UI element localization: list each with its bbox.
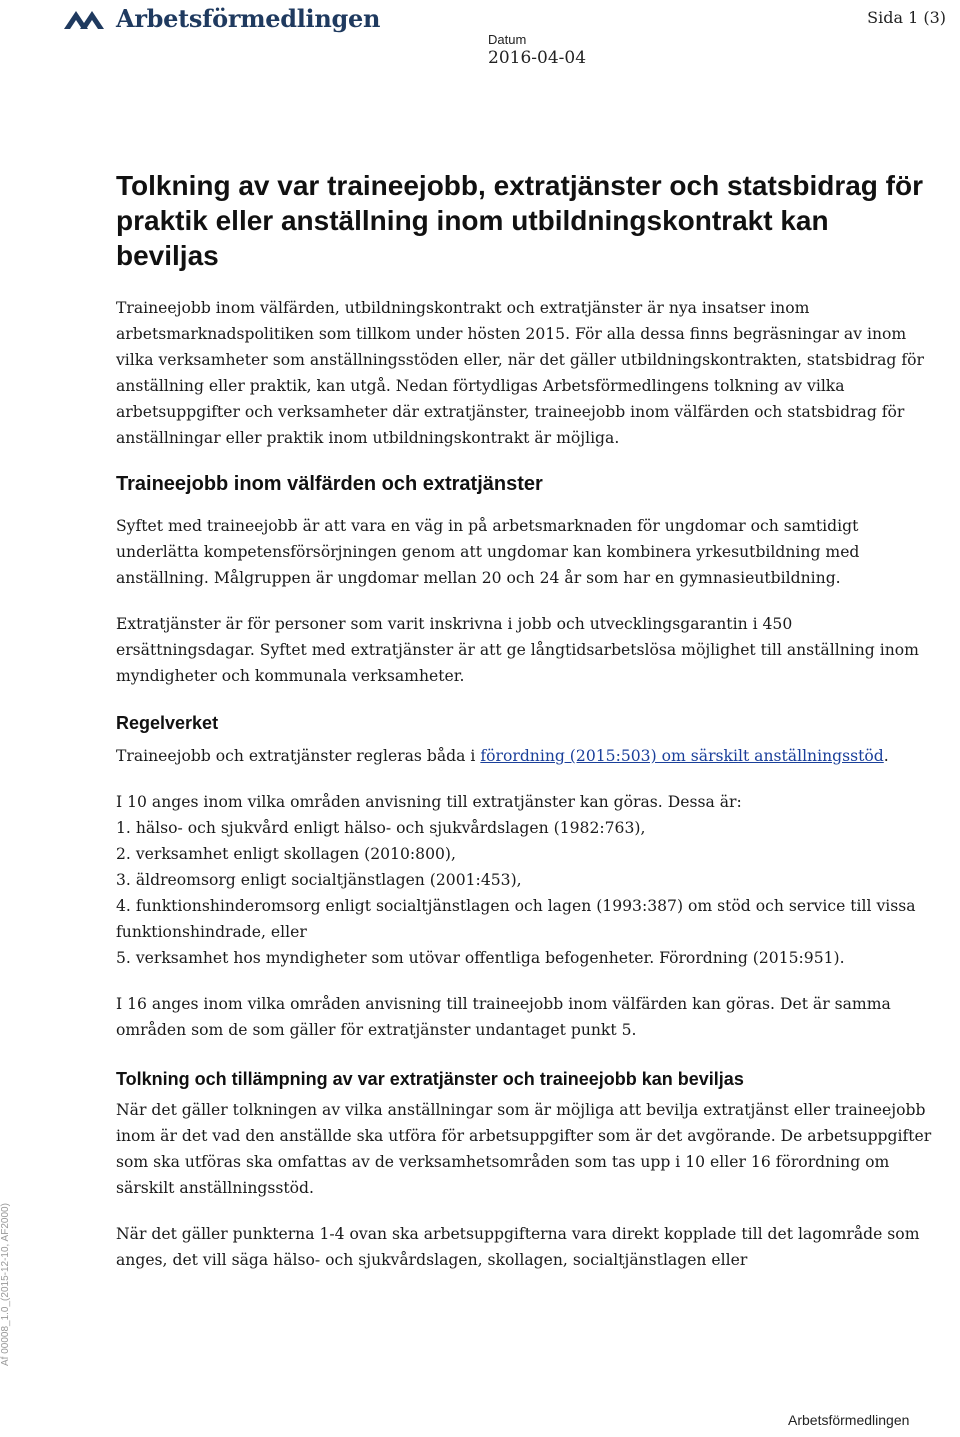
- traineejobb-areas-paragraph: I 16 anges inom vilka områden anvisning till traineejobb inom välfärden kan göras. Det är samma områden som de som gäller för extratjänster undantaget punkt 5.: [116, 995, 891, 1039]
- extratjanster-paragraph: Extratjänster är för personer som varit inskrivna i jobb och utvecklingsgarantin i 450 ersättningsdagar. Syftet med extratjänster är att ge långtidsarbetslösa möjlighet till anställning inom myndigheter och kommunala verksamheter.: [116, 615, 919, 685]
- punkterna-paragraph: När det gäller punkterna 1-4 ovan ska arbetsuppgifterna vara direkt kopplade till det lagområde som anges, det vill säga hälso- och sjukvårdslagen, skollagen, socialtjänstlagen eller: [116, 1225, 920, 1269]
- page-number: Sida 1 (3): [867, 8, 946, 27]
- form-code: Af 00008_1.0_(2015-12-10, AF2000): [0, 1203, 11, 1366]
- list-item: 4. funktionshinderomsorg enligt socialtjänstlagen och lagen (1993:387) om stöd och service till vissa funktionshindrade, eller: [116, 897, 916, 941]
- section-heading-regelverket: Regelverket: [116, 713, 219, 733]
- list-item: 2. verksamhet enligt skollagen (2010:800),: [116, 845, 456, 863]
- list-item: 1. hälso- och sjukvård enligt hälso- och sjukvårdslagen (1982:763),: [116, 819, 646, 837]
- date-value: 2016-04-04: [488, 48, 587, 68]
- document-title: Tolkning av var traineejobb, extratjänster och statsbidrag för praktik eller anställning inom utbildningskontrakt kan beviljas: [116, 170, 924, 271]
- list-item: 3. äldreomsorg enligt socialtjänstlagen (2001:453),: [116, 871, 522, 889]
- regelverket-paragraph: [116, 743, 936, 769]
- section-heading-tolkning: Tolkning och tillämpning av var extratjänster och traineejobb kan beviljas: [116, 1069, 744, 1089]
- regelverket-text-after: .: [883, 747, 889, 765]
- traineejobb-paragraph: Syftet med traineejobb är att vara en väg in på arbetsmarknaden för ungdomar och samtidigt underlätta kompetensförsörjningen genom att ungdomar kan kombinera yrkesutbildning med anställning. Målgruppen är ungdomar mellan 20 och 24 år som har en gymnasieutbildning.: [116, 517, 860, 587]
- forordning-link[interactable]: förordning (2015:503) om särskilt anställningsstöd: [480, 747, 884, 765]
- regelverket-text-before: Traineejobb och extratjänster regleras båda i: [116, 747, 481, 765]
- tolkning-paragraph: När det gäller tolkningen av vilka anställningar som är möjliga att bevilja extratjänst eller traineejobb inom är det vad den anställde ska utföra för arbetsuppgifter som är det avgörande. De arbetsuppgifter som ska utföras ska omfattas av de verksamhetsområden som tas upp i 10 eller 16 förordning om särskilt anställningsstöd.: [116, 1101, 932, 1197]
- organization-logo: [62, 2, 380, 34]
- logo-wordmark: Arbetsförmedlingen: [116, 3, 381, 33]
- footer-organization: Arbetsförmedlingen: [788, 1412, 910, 1428]
- section-heading-traineejobb: Traineejobb inom välfärden och extratjänster: [116, 473, 543, 495]
- logo-mark-icon: [62, 5, 110, 31]
- document-body: [116, 168, 936, 1293]
- list-item: 5. verksamhet hos myndigheter som utövar offentliga befogenheter. Förordning (2015:951).: [116, 949, 845, 967]
- date-label: Datum: [488, 32, 527, 47]
- list-intro: I 10 anges inom vilka områden anvisning till extratjänster kan göras. Dessa är:: [116, 793, 742, 811]
- intro-paragraph: Traineejobb inom välfärden, utbildningskontrakt och extratjänster är nya insatser inom arbetsmarknadspolitiken som tillkom under hösten 2015. För alla dessa finns begräsningar av inom vilka verksamheter som anställningsstöden eller, när det gäller utbildningskontrakten, statsbidrag för anställning eller praktik, kan utgå. Nedan förtydligas Arbetsförmedlingens tolkning av vilka arbetsuppgifter och verksamheter där extratjänster, traineejobb inom välfärden och statsbidrag för anställningar eller praktik inom utbildningskontrakt är möjliga.: [116, 299, 924, 447]
